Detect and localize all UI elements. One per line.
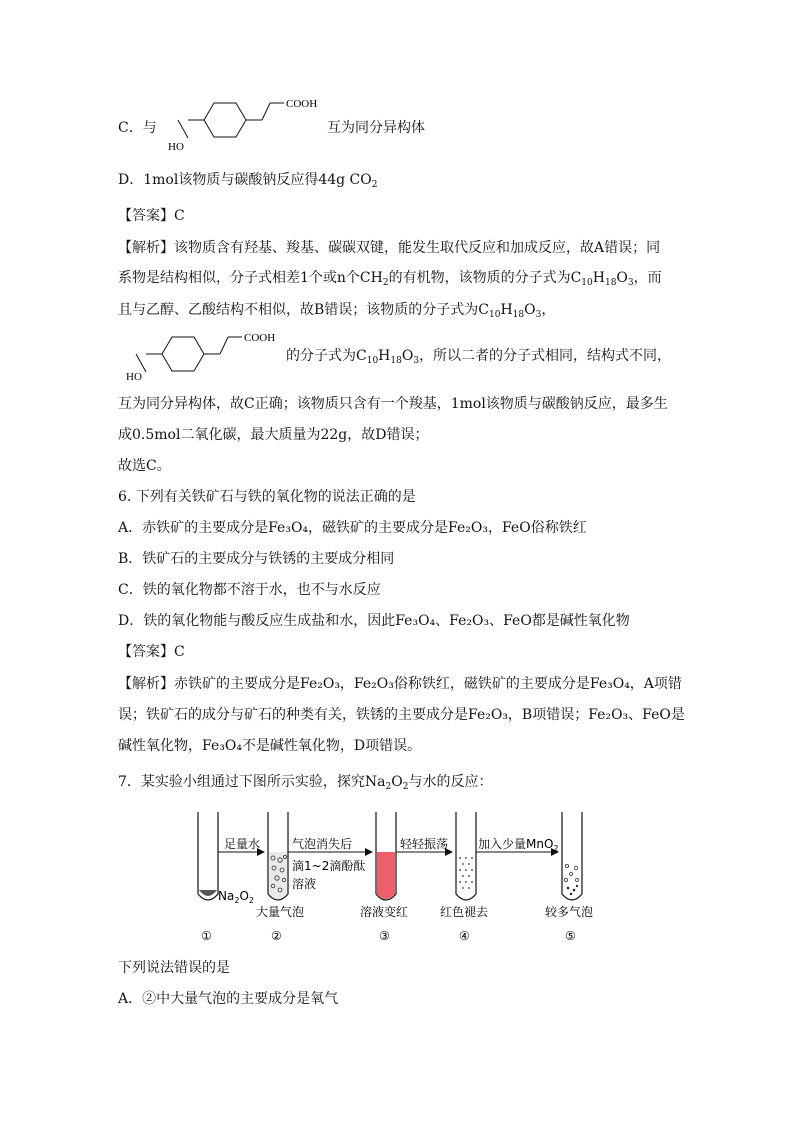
obs-2: 大量气泡 <box>256 905 305 919</box>
num-1: ① <box>201 929 212 943</box>
obs-4: 红色褪去 <box>440 905 489 919</box>
step3-label: 轻轻振荡 <box>400 837 449 851</box>
q5-explanation-line7: 故选C。 <box>118 458 171 474</box>
q6-answer: 【答案】C <box>118 644 185 660</box>
structure-hydroxy-acid-explanation <box>118 326 288 390</box>
option-c-suffix: 互为同分异构体 <box>327 120 425 136</box>
step2-label-b: 滴1~2滴酚酞 <box>292 859 366 873</box>
step2-label-a: 气泡消失后 <box>292 837 353 851</box>
q5-explanation-line2: 系物是结构相似，分子式相差1个或n个$CH_2$的有机物，该物质的分子式为$C_{10}H_{18}O_3$，而 <box>118 270 662 288</box>
test-tube-4 <box>456 812 476 900</box>
ho-label: HO <box>168 141 184 153</box>
q7-option-a: A．②中大量气泡的主要成分是氧气 <box>118 991 339 1007</box>
test-tube-3 <box>376 812 396 900</box>
step4-label: 加入少量MnO$_2$ <box>478 837 559 853</box>
q6-option-c: C．铁的氧化物都不溶于水，也不与水反应 <box>118 582 381 598</box>
ho-label: HO <box>126 371 142 383</box>
step1-label: 足量水 <box>224 837 261 851</box>
q6-option-d: D．铁的氧化物能与酸反应生成盐和水，因此Fe₃O₄、Fe₂O₃、FeO都是碱性氧化物 <box>118 613 630 629</box>
q5-explanation-line6: 成0.5mol二氧化碳，最大质量为22g，故D错误； <box>118 427 429 443</box>
na2o2-label: $Na_2O_2$ <box>218 889 254 905</box>
option-c-prefix: C．与 <box>118 120 157 136</box>
q5-explanation-line3: 且与乙醇、乙酸结构不相似，故B错误；该物质的分子式为$C_{10}H_{18}O_3$， <box>118 302 556 320</box>
q6-explanation-line1: 【解析】赤铁矿的主要成分是Fe₂O₃，Fe₂O₃俗称铁红，磁铁矿的主要成分是Fe₃O₄，A项错 <box>118 676 682 692</box>
q6-explanation-line3: 碱性氧化物，Fe₃O₄不是碱性氧化物，D项错误。 <box>118 738 422 754</box>
obs-3: 溶液变红 <box>360 905 409 919</box>
test-tube-2 <box>268 812 288 900</box>
num-4: ④ <box>459 929 470 943</box>
q6-explanation-line2: 误；铁矿石的成分与矿石的种类有关，铁锈的主要成分是Fe₂O₃，B项错误；Fe₂O₃、FeO是 <box>118 707 685 723</box>
q6-option-b: B．铁矿石的主要成分与铁锈的主要成分相同 <box>118 551 395 567</box>
num-3: ③ <box>379 929 390 943</box>
q6-option-a: A．赤铁矿的主要成分是Fe₃O₄，磁铁矿的主要成分是Fe₂O₃，FeO俗称铁红 <box>118 520 587 536</box>
option-d: D．1mol该物质与碳酸钠反应得44g $CO_2$ <box>118 172 378 190</box>
test-tube-1 <box>198 812 218 900</box>
q6-stem: 6. 下列有关铁矿石与铁的氧化物的说法正确的是 <box>118 489 416 505</box>
q5-explanation-line5: 互为同分异构体，故C正确；该物质只含有一个羧基，1mol该物质与碳酸钠反应，最多生 <box>118 396 668 412</box>
q5-explanation-line1: 【解析】该物质含有羟基、羧基、碳碳双键，能发生取代反应和加成反应，故A错误；同 <box>118 240 661 256</box>
num-5: ⑤ <box>565 929 576 943</box>
q5-answer: 【答案】C <box>118 208 185 224</box>
q7-stem: 7．某实验小组通过下图所示实验，探究$Na_2O_2$与水的反应： <box>118 774 493 792</box>
q5-explanation-line4: 的分子式为$C_{10}H_{18}O_3$，所以二者的分子式相同，结构式不同， <box>286 348 672 366</box>
num-2: ② <box>271 929 282 943</box>
structure-hydroxy-acid-option-c <box>160 92 330 156</box>
step2-label-c: 溶液 <box>292 877 317 891</box>
cooh-label: COOH <box>286 98 318 110</box>
q7-prompt: 下列说法错误的是 <box>118 960 230 976</box>
cooh-label: COOH <box>244 332 276 344</box>
obs-5: 较多气泡 <box>545 905 594 919</box>
experiment-diagram <box>190 808 610 948</box>
test-tube-5 <box>562 812 582 900</box>
red-solution <box>377 852 395 899</box>
